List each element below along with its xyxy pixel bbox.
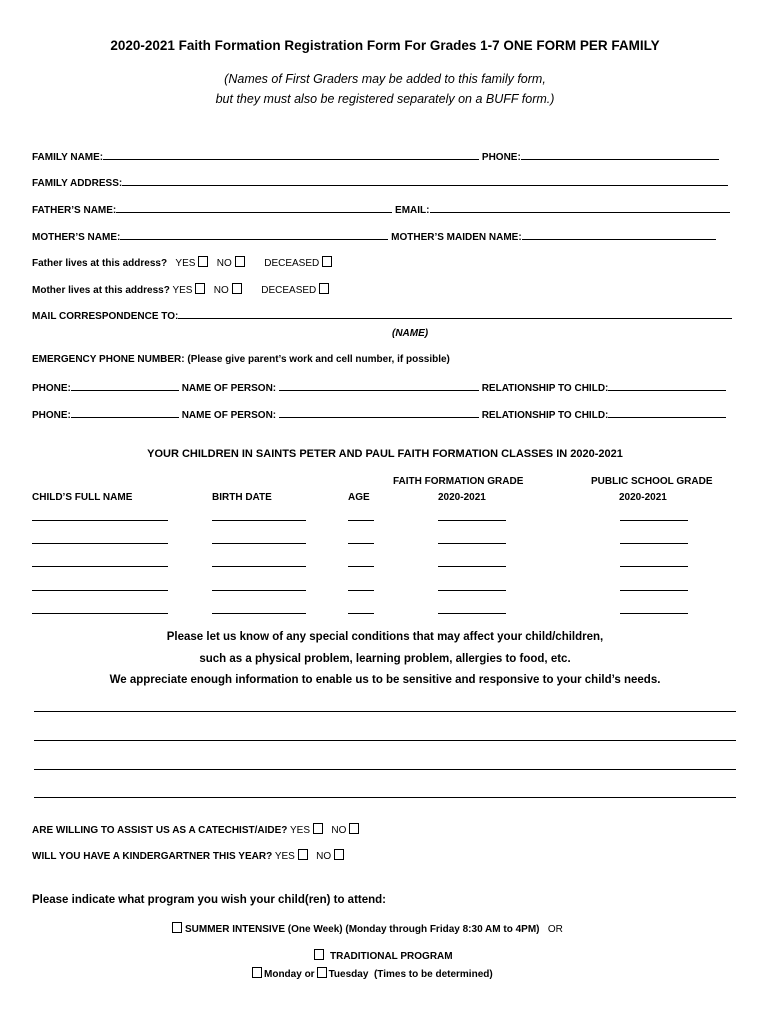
age-field[interactable] [348, 605, 374, 614]
mother-yes-label: YES [172, 285, 193, 296]
col-age: AGE [348, 492, 370, 503]
traditional-row [314, 949, 453, 962]
catechist-yes-checkbox[interactable] [313, 823, 323, 834]
ps-grade-field[interactable] [620, 512, 688, 521]
birth-date-field[interactable] [212, 558, 306, 567]
tuesday-label: Tuesday [328, 969, 369, 980]
relationship-label: RELATIONSHIP TO CHILD: [481, 383, 609, 394]
ff-grade-field[interactable] [438, 535, 506, 544]
emergency-phone-field[interactable] [71, 381, 179, 391]
col-child-name: CHILD’S FULL NAME [32, 492, 133, 503]
kindergartner-yes-label: YES [274, 851, 295, 862]
name-caption: (NAME) [392, 328, 429, 339]
emergency-phone-label: PHONE: [32, 383, 71, 394]
age-field[interactable] [348, 582, 374, 591]
relationship-field[interactable] [608, 381, 726, 391]
mail-correspondence-row [32, 309, 732, 322]
col-birth-date: BIRTH DATE [212, 492, 272, 503]
ps-grade-field[interactable] [620, 558, 688, 567]
col-ff-grade-1: FAITH FORMATION GRADE [393, 476, 524, 487]
relationship-field[interactable] [608, 408, 726, 418]
children-heading: YOUR CHILDREN IN SAINTS PETER AND PAUL FAITH FORMATION CLASSES IN 2020-2021 [147, 448, 623, 460]
email-field[interactable] [430, 203, 730, 213]
email-label: EMAIL: [395, 205, 430, 216]
phone-label: PHONE: [481, 152, 521, 163]
child-name-field[interactable] [32, 582, 168, 591]
special-line-3: We appreciate enough information to enable us to be sensitive and responsive to your child’s needs. [109, 674, 661, 686]
fathers-name-row [32, 203, 730, 216]
age-field[interactable] [348, 512, 374, 521]
summer-row [172, 922, 563, 935]
father-no-checkbox[interactable] [235, 256, 245, 267]
name-of-person-label: NAME OF PERSON: [181, 383, 277, 394]
kindergartner-row [32, 849, 344, 862]
catechist-yes-label: YES [290, 825, 311, 836]
family-address-field[interactable] [122, 176, 728, 186]
emergency-heading: EMERGENCY PHONE NUMBER: (Please give parent’s work and cell number, if possible) [32, 354, 450, 365]
col-ps-grade-1: PUBLIC SCHOOL GRADE [591, 476, 713, 487]
special-line-2: such as a physical problem, learning problem, allergies to food, etc. [199, 653, 571, 665]
col-ps-grade-2: 2020-2021 [619, 492, 667, 503]
emergency-row-2 [32, 408, 726, 421]
birth-date-field[interactable] [212, 535, 306, 544]
ps-grade-field[interactable] [620, 605, 688, 614]
father-yes-label: YES [175, 258, 196, 269]
father-no-label: NO [216, 258, 232, 269]
catechist-row [32, 823, 359, 836]
father-yes-checkbox[interactable] [198, 256, 208, 267]
kindergartner-no-label: NO [316, 851, 332, 862]
father-deceased-checkbox[interactable] [322, 256, 332, 267]
father-lives-label: Father lives at this address? [32, 258, 168, 269]
child-name-field[interactable] [32, 535, 168, 544]
tuesday-checkbox[interactable] [317, 967, 327, 978]
catechist-no-checkbox[interactable] [349, 823, 359, 834]
col-ff-grade-2: 2020-2021 [438, 492, 486, 503]
name-of-person-field[interactable] [279, 381, 479, 391]
mother-deceased-label: DECEASED [261, 285, 317, 296]
monday-checkbox[interactable] [252, 967, 262, 978]
ps-grade-field[interactable] [620, 582, 688, 591]
special-answer-line[interactable] [34, 769, 736, 770]
ps-grade-field[interactable] [620, 535, 688, 544]
mother-deceased-checkbox[interactable] [319, 283, 329, 294]
relationship-label: RELATIONSHIP TO CHILD: [481, 410, 609, 421]
birth-date-field[interactable] [212, 605, 306, 614]
summer-checkbox[interactable] [172, 922, 182, 933]
name-of-person-label: NAME OF PERSON: [181, 410, 277, 421]
ff-grade-field[interactable] [438, 582, 506, 591]
mother-no-checkbox[interactable] [232, 283, 242, 294]
mail-correspondence-field[interactable] [178, 309, 732, 319]
mothers-maiden-name-field[interactable] [522, 230, 716, 240]
family-name-row [32, 150, 719, 163]
special-answer-line[interactable] [34, 797, 736, 798]
times-note: (Times to be determined) [373, 969, 493, 980]
family-address-row [32, 176, 728, 189]
child-name-field[interactable] [32, 512, 168, 521]
mothers-name-row [32, 230, 716, 243]
emergency-row-1 [32, 381, 726, 394]
day-choice-row [252, 967, 493, 980]
mother-lives-label: Mother lives at this address? [32, 285, 170, 296]
summer-or: OR [547, 924, 563, 935]
mail-correspondence-label: MAIL CORRESPONDENCE TO: [32, 311, 179, 322]
ff-grade-field[interactable] [438, 512, 506, 521]
kindergartner-yes-checkbox[interactable] [298, 849, 308, 860]
monday-label: Monday [264, 969, 302, 980]
subtitle-line-1: (Names of First Graders may be added to this family form, [224, 72, 546, 86]
emergency-phone-label: PHONE: [32, 410, 71, 421]
mother-yes-checkbox[interactable] [195, 283, 205, 294]
summer-label: SUMMER INTENSIVE (One Week) (Monday through Friday 8:30 AM to 4PM) [185, 924, 540, 935]
family-name-label: FAMILY NAME: [32, 152, 104, 163]
name-of-person-field[interactable] [279, 408, 479, 418]
father-deceased-label: DECEASED [264, 258, 320, 269]
special-answer-line[interactable] [34, 711, 736, 712]
fathers-name-label: FATHER’S NAME: [32, 205, 117, 216]
traditional-label: TRADITIONAL PROGRAM [330, 951, 453, 962]
child-name-field[interactable] [32, 605, 168, 614]
mother-no-label: NO [213, 285, 229, 296]
family-name-field[interactable] [103, 150, 479, 160]
father-lives-row [32, 256, 332, 269]
child-name-field[interactable] [32, 558, 168, 567]
mother-lives-row [32, 283, 329, 296]
subtitle-line-2: but they must also be registered separately on a BUFF form.) [215, 92, 555, 106]
catechist-no-label: NO [331, 825, 347, 836]
kindergartner-no-checkbox[interactable] [334, 849, 344, 860]
family-address-label: FAMILY ADDRESS: [32, 178, 123, 189]
ff-grade-field[interactable] [438, 558, 506, 567]
kindergartner-question: WILL YOU HAVE A KINDERGARTNER THIS YEAR? [32, 851, 273, 862]
birth-date-field[interactable] [212, 512, 306, 521]
phone-field[interactable] [521, 150, 719, 160]
program-heading: Please indicate what program you wish your child(ren) to attend: [32, 894, 387, 906]
fathers-name-field[interactable] [116, 203, 392, 213]
traditional-checkbox[interactable] [314, 949, 324, 960]
catechist-question: ARE WILLING TO ASSIST US AS A CATECHIST/AIDE? [32, 825, 288, 836]
mothers-name-field[interactable] [120, 230, 388, 240]
emergency-phone-field[interactable] [71, 408, 179, 418]
age-field[interactable] [348, 535, 374, 544]
ff-grade-field[interactable] [438, 605, 506, 614]
day-or: or [304, 969, 315, 980]
mothers-name-label: MOTHER’S NAME: [32, 232, 121, 243]
special-answer-line[interactable] [34, 740, 736, 741]
age-field[interactable] [348, 558, 374, 567]
special-line-1: Please let us know of any special conditions that may affect your child/children, [166, 631, 604, 643]
form-title: 2020-2021 Faith Formation Registration Form For Grades 1-7 ONE FORM PER FAMILY [110, 38, 660, 53]
birth-date-field[interactable] [212, 582, 306, 591]
mothers-maiden-name-label: MOTHER’S MAIDEN NAME: [391, 232, 522, 243]
